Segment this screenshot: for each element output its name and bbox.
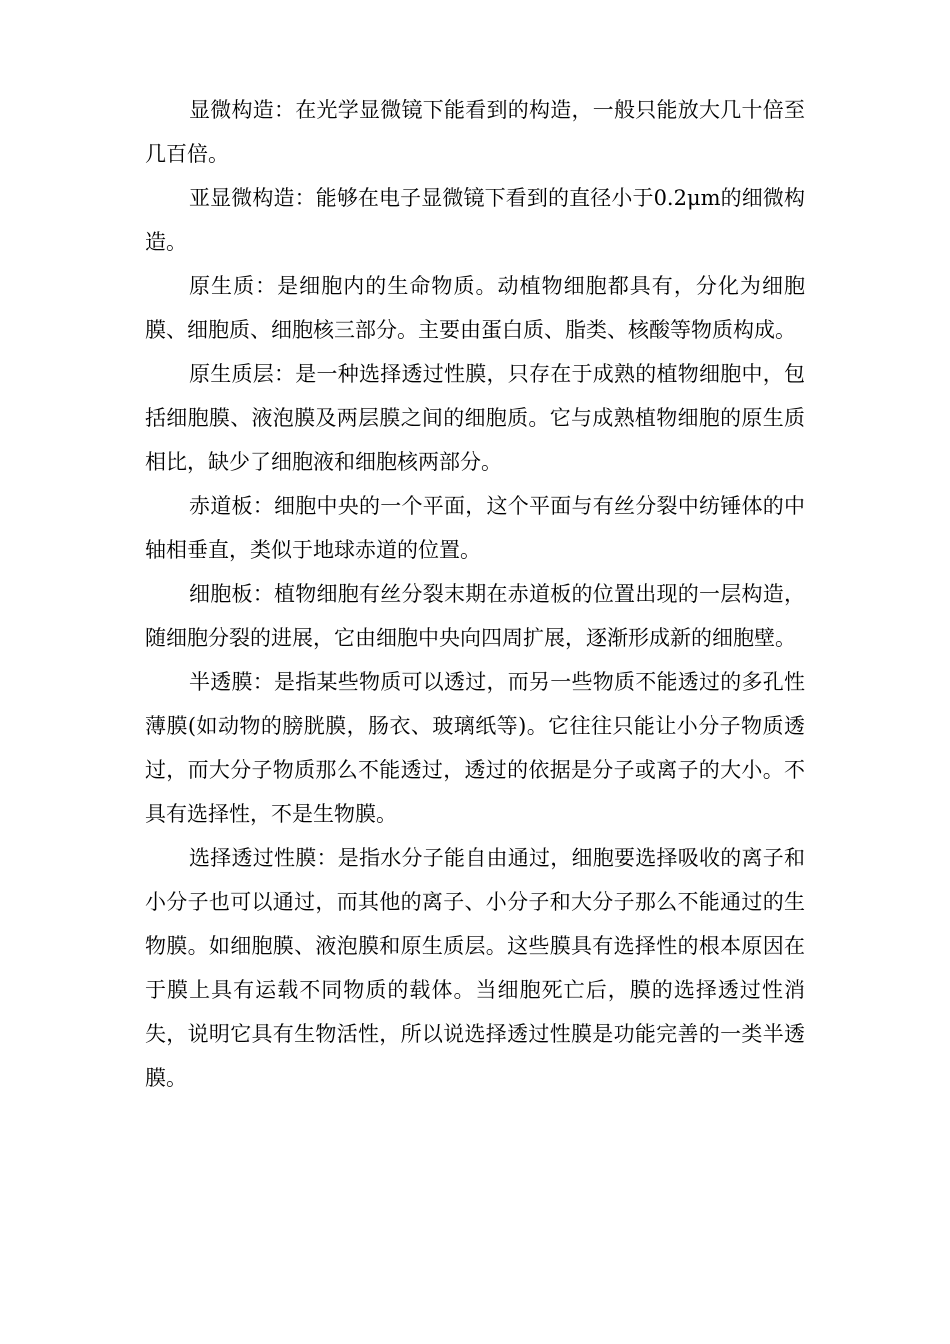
paragraph-cell-plate: 细胞板：植物细胞有丝分裂末期在赤道板的位置出现的一层构造，随细胞分裂的进展，它由细胞中央向四周扩展，逐渐形成新的细胞壁。 [145,582,805,650]
paragraph-protoplasm: 原生质：是细胞内的生命物质。动植物细胞都具有，分化为细胞膜、细胞质、细胞核三部分。主要由蛋白质、脂类、核酸等物质构成。 [145,274,805,342]
paragraph-microscopic-structure: 显微构造：在光学显微镜下能看到的构造，一般只能放大几十倍至几百倍。 [145,98,805,166]
paragraph-semipermeable-membrane: 半透膜：是指某些物质可以透过，而另一些物质不能透过的多孔性薄膜(如动物的膀胱膜，肠衣、玻璃纸等)。它往往只能让小分子物质透过，而大分子物质那么不能透过，透过的依据是分子或离子的大小。不具有选择性，不是生物膜。 [145,670,805,826]
paragraph-submicroscopic-structure: 亚显微构造：能够在电子显微镜下看到的直径小于0.2μm的细微构造。 [145,186,805,254]
document-body [145,88,805,1100]
paragraph-equatorial-plate: 赤道板：细胞中央的一个平面，这个平面与有丝分裂中纺锤体的中轴相垂直，类似于地球赤道的位置。 [145,494,805,562]
paragraph-protoplasmic-layer: 原生质层：是一种选择透过性膜，只存在于成熟的植物细胞中，包括细胞膜、液泡膜及两层膜之间的细胞质。它与成熟植物细胞的原生质相比，缺少了细胞液和细胞核两部分。 [145,362,805,474]
paragraph-selectively-permeable-membrane: 选择透过性膜：是指水分子能自由通过，细胞要选择吸收的离子和小分子也可以通过，而其他的离子、小分子和大分子那么不能通过的生物膜。如细胞膜、液泡膜和原生质层。这些膜具有选择性的根本原因在于膜上具有运载不同物质的载体。当细胞死亡后，膜的选择透过性消失，说明它具有生物活性，所以说选择透过性膜是功能完善的一类半透膜。 [145,846,805,1090]
